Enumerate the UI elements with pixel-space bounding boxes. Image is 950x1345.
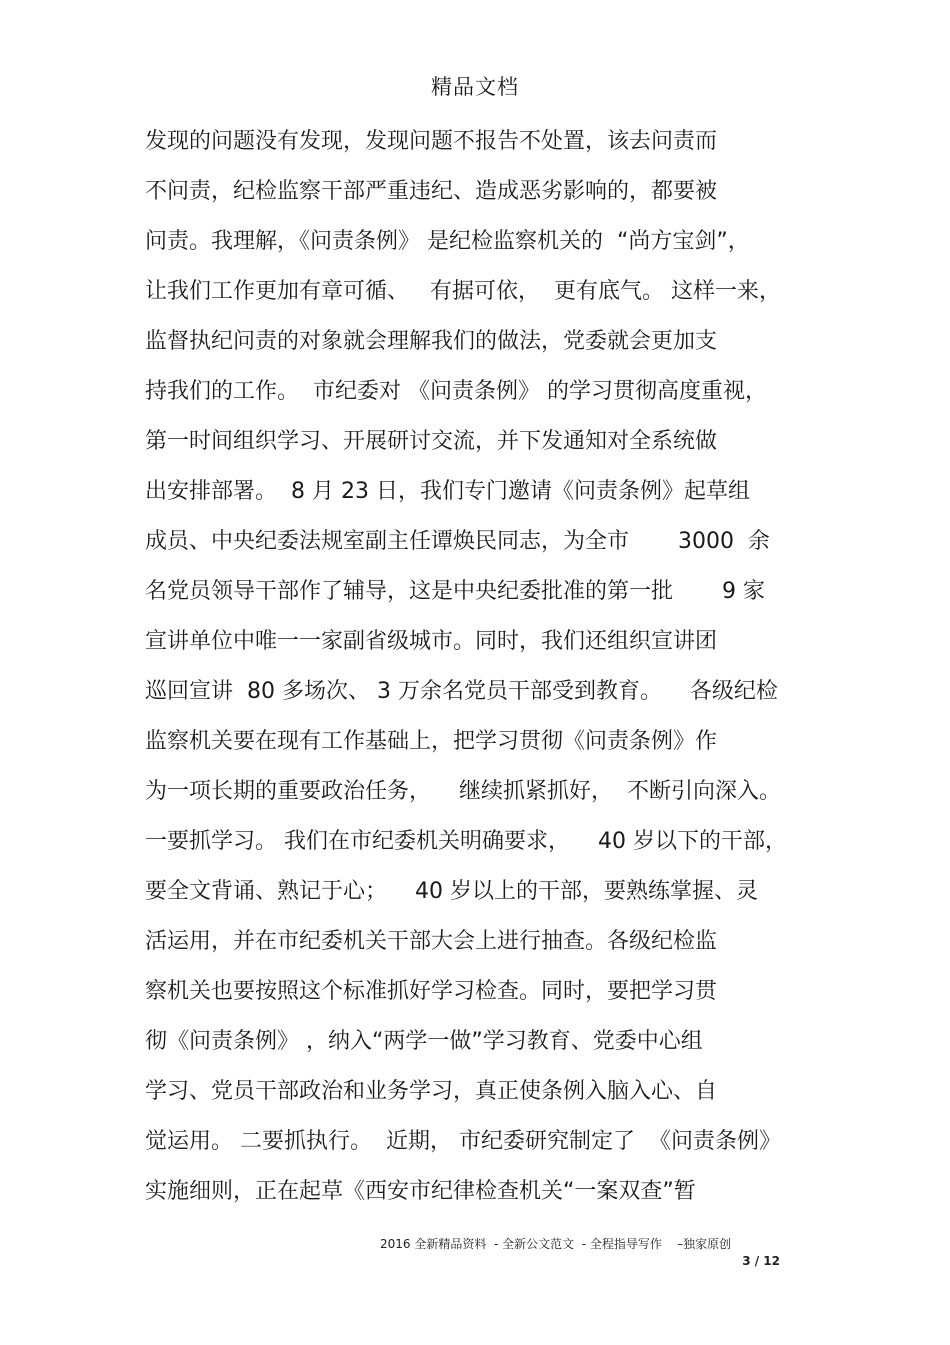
body-line: 出安排部署。 8 月 23 日，我们专门邀请《问责条例》起草组	[145, 479, 750, 504]
body-line: 监察机关要在现有工作基础上，把学习贯彻《问责条例》作	[145, 729, 718, 754]
body-line: 名党员领导干部作了辅导，这是中央纪委批准的第一批 9 家	[145, 579, 765, 604]
body-line: 活运用，并在市纪委机关干部大会上进行抽查。各级纪检监	[145, 929, 718, 954]
body-line: 发现的问题没有发现，发现问题不报告不处置，该去问责而	[145, 129, 718, 154]
body-line: 监督执纪问责的对象就会理解我们的做法，党委就会更加支	[145, 329, 718, 354]
body-line: 第一时间组织学习、开展研讨交流，并下发通知对全系统做	[145, 429, 718, 454]
body-line: 巡回宣讲 80 多场次、 3 万余名党员干部受到教育。 各级纪检	[145, 679, 778, 704]
body-line: 宣讲单位中唯一一家副省级城市。同时，我们还组织宣讲团	[145, 629, 718, 654]
body-line: 一要抓学习。 我们在市纪委机关明确要求， 40 岁以下的干部，	[145, 829, 787, 854]
body-line: 觉运用。 二要抓执行。 近期， 市纪委研究制定了 《问责条例》	[145, 1129, 781, 1154]
body-line: 成员、中央纪委法规室副主任谭焕民同志，为全市 3000 余	[145, 529, 770, 554]
body-line: 不问责，纪检监察干部严重违纪、造成恶劣影响的，都要被	[145, 179, 718, 204]
body-line: 让我们工作更加有章可循、 有据可依， 更有底气。 这样一来，	[145, 279, 781, 304]
body-line: 学习、党员干部政治和业务学习，真正使条例入脑入心、自	[145, 1079, 718, 1104]
page-number: 3 / 12	[742, 1254, 780, 1268]
document-body	[145, 126, 825, 1226]
body-line: 要全文背诵、熟记于心； 40 岁以上的干部，要熟练掌握、灵	[145, 879, 758, 904]
page-header-title: 精品文档	[431, 75, 519, 99]
body-line: 察机关也要按照这个标准抓好学习检查。同时，要把学习贯	[145, 979, 718, 1004]
body-line: 为一项长期的重要政治任务， 继续抓紧抓好， 不断引向深入。	[145, 779, 781, 804]
body-line: 持我们的工作。 市纪委对 《问责条例》 的学习贯彻高度重视，	[145, 379, 767, 404]
body-line: 彻《问责条例》 ，纳入“两学一做”学习教育、党委中心组	[145, 1029, 703, 1054]
body-line: 实施细则，正在起草《西安市纪律检查机关“一案双查”暂	[145, 1179, 696, 1204]
body-line: 问责。我理解，《问责条例》 是纪检监察机关的 “尚方宝剑”，	[145, 229, 750, 254]
footer-note: 2016 全新精品资料 - 全新公文范文 - 全程指导写作 –独家原创	[380, 1237, 732, 1251]
